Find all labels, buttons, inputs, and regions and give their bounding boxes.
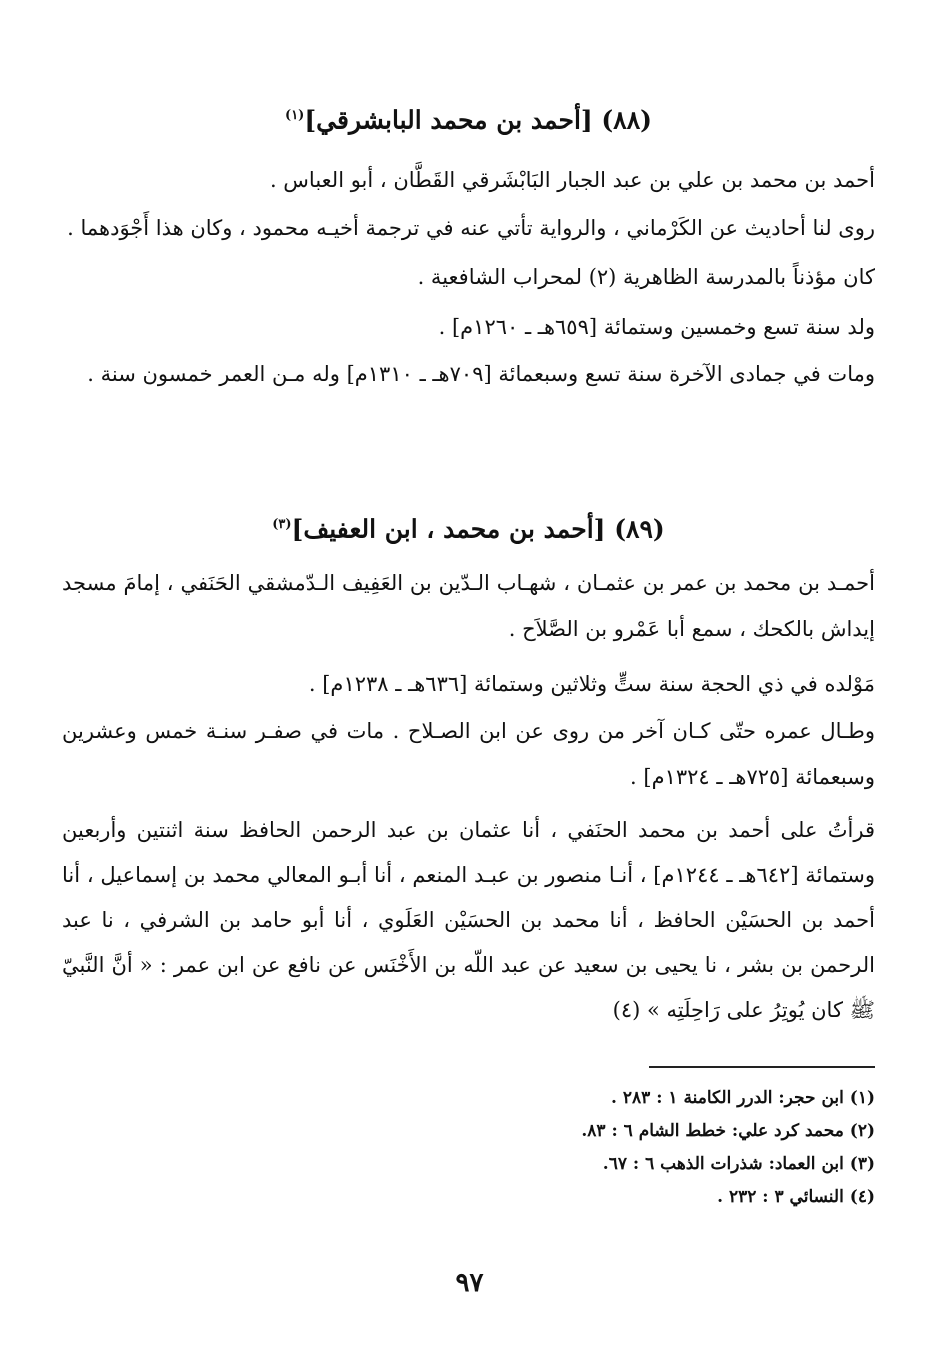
entry-88-note-ref: (١) xyxy=(285,108,305,123)
footnote-3: (٣) ابن العماد: شذرات الذهب ٦ : ٦٧. xyxy=(602,1154,875,1174)
entry-89-paragraph-1: أحمـد بن محمد بن عمر بن عثمـان ، شهـاب الـدّين بن العَفِيف الـدّمشقي الحَنَفي ، إمامَ مسجد إيداش بالكحك ، سمع أبا عَمْرو بن الصَّلاَح . xyxy=(62,571,875,641)
entry-89-paragraph-4: قرأتُ على أحمد بن محمد الحنَفي ، أنا عثمان بن عبد الرحمن الحافظ سنة اثنتين وأربعين وستمائة [٦٤٢هـ ـ ١٢٤٤م] ، أنـا منصور بن عبـد المنعم ، أنا أبـو المعالي محمد بن إسماعيل ، أنا أحمد بن الحسَيْن الحافظ ، أنا محمد بن الحسَيْن العَلَوي ، أنا أبو حامد بن الشرفي ، نا عبد الرحمن بن بشر ، نا يحيى بن سعيد عن عبد اللّه بن الأَخْنَس عن نافع عن ابن عمر : « أنَّ النَّبيّ ﷺ كان يُوتِرُ على رَاحِلَتِه » (٤) xyxy=(62,818,875,1022)
footnote-2: (٢) محمد كرد علي: خطط الشام ٦ : ٨٣. xyxy=(581,1121,875,1141)
page-number: ٩٧ xyxy=(455,1268,484,1298)
entry-88-heading xyxy=(62,96,875,140)
entry-89-paragraph-2: مَوْلده في ذي الحجة سنة ستٍّ وثلاثين وستمائة [٦٣٦هـ ـ ١٢٣٨م] . xyxy=(308,672,875,696)
entry-88-body xyxy=(62,154,875,396)
entry-89-body xyxy=(62,560,875,1033)
entry-88-paragraph-4: ولد سنة تسع وخمسين وستمائة [٦٥٩هـ ـ ١٢٦٠م] . xyxy=(438,315,875,339)
entry-88-paragraph-2: روى لنا أحاديث عن الكَرْماني ، والرواية تأتي عنه في ترجمة أخيـه محمود ، وكان هذا أَجْوَدهما . xyxy=(67,216,875,240)
entry-88-heading-block xyxy=(62,96,875,140)
footnote-4: (٤) النسائي ٣ : ٢٣٢ . xyxy=(717,1187,875,1207)
entry-89-paragraph-3: وطـال عمره حتّى كـان آخر من روى عن ابن الصـلاح . مات في صفـر سنـة خمس وعشرين وسبعمائة [٧٢٥هـ ـ ١٣٢٤م] . xyxy=(62,719,875,789)
footnote-1: (١) ابن حجر: الدرر الكامنة ١ : ٢٨٣ . xyxy=(611,1088,875,1108)
entry-89-title: (٨٩) [أحمد بن محمد ، ابن العفيف] xyxy=(291,514,665,544)
entry-88-paragraph-1: أحمد بن محمد بن علي بن عبد الجبار البَابْشَرقي القَطَّان ، أبو العباس . xyxy=(269,168,875,192)
entry-88-paragraph-3: كان مؤذناً بالمدرسة الظاهرية (٢) لمحراب الشافعية . xyxy=(417,265,875,289)
footnotes xyxy=(62,1082,875,1214)
entry-88-title: (٨٨) [أحمد بن محمد البابشرقي] xyxy=(304,105,652,135)
entry-89-note-ref: (٣) xyxy=(272,517,292,532)
entry-89-heading xyxy=(62,505,875,549)
footnote-separator xyxy=(649,1066,875,1068)
entry-88-paragraph-5: ومات في جمادى الآخرة سنة تسع وسبعمائة [٧٠٩هـ ـ ١٣١٠م] وله مـن العمر خمسون سنة . xyxy=(87,362,875,386)
entry-89-heading-block xyxy=(62,505,875,549)
